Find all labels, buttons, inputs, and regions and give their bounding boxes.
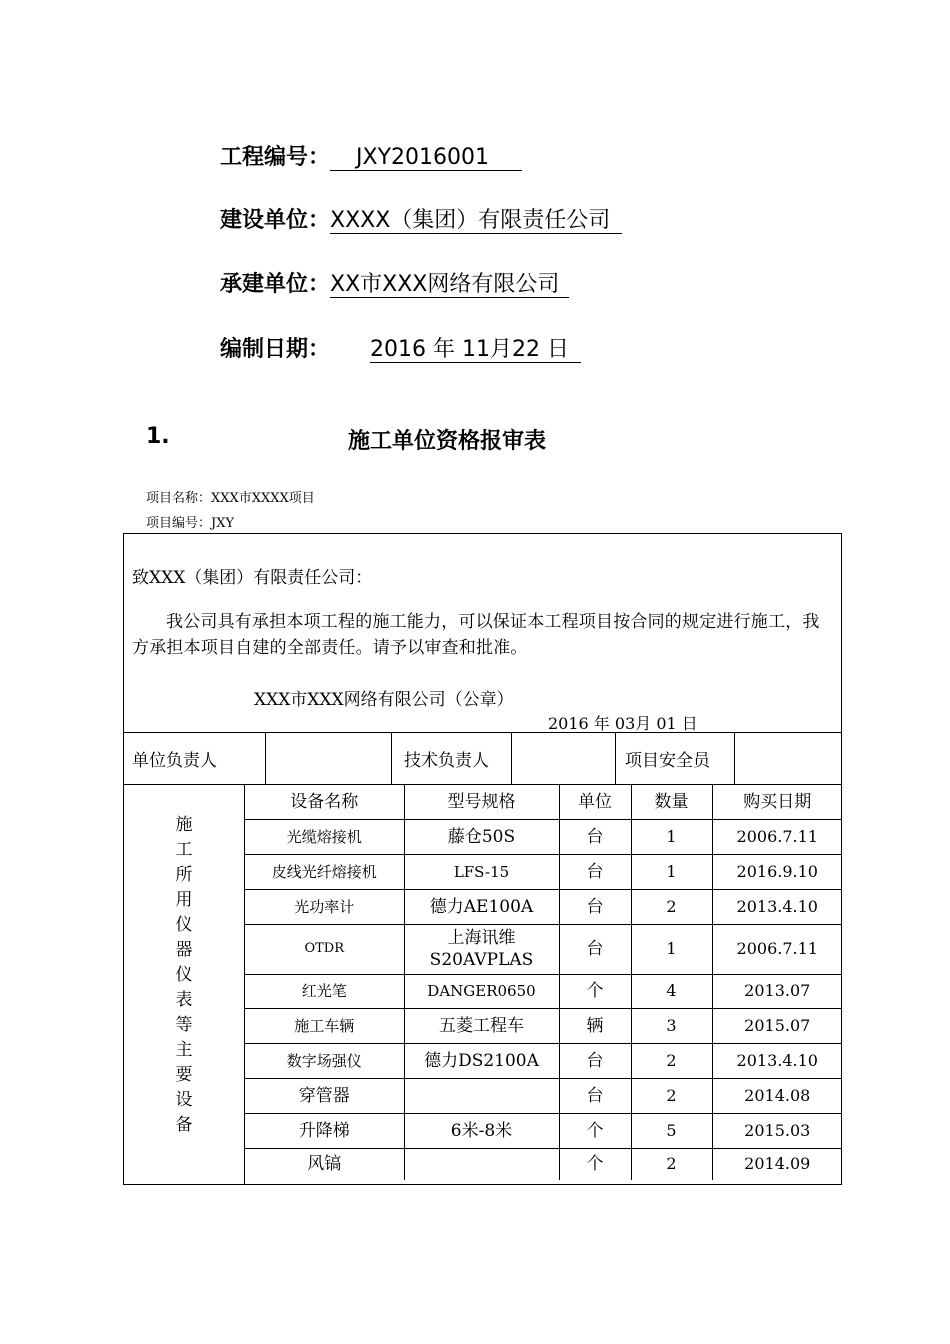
column-header: 单位 (559, 785, 631, 819)
table-cell: 台 (559, 1078, 631, 1113)
table-cell: 升降梯 (245, 1113, 404, 1148)
table-cell: DANGER0650 (404, 974, 559, 1008)
table-cell: 2016.9.10 (712, 854, 842, 889)
table-cell: 光功率计 (245, 889, 404, 924)
column-header: 数量 (631, 785, 712, 819)
safety-officer-field[interactable] (735, 733, 841, 784)
column-header: 购买日期 (712, 785, 842, 819)
safety-officer-label: 项目安全员 (625, 751, 710, 771)
table-cell: 辆 (559, 1008, 631, 1043)
equipment-table (245, 785, 842, 1180)
side-label-char: 要 (175, 1065, 193, 1085)
table-cell: 2 (631, 1078, 712, 1113)
table-row (245, 1148, 842, 1180)
table-cell: 红光笔 (245, 974, 404, 1008)
table-cell: 1 (631, 854, 712, 889)
table-cell: 个 (559, 1148, 631, 1180)
table-cell: 台 (559, 819, 631, 854)
table-cell: 5 (631, 1113, 712, 1148)
table-cell: 2 (631, 1148, 712, 1180)
table-cell: 6米-8米 (404, 1113, 559, 1148)
contractor-line (220, 267, 569, 298)
date-value: 2016 年 11月22 日 (370, 338, 581, 363)
table-cell: 2013.07 (712, 974, 842, 1008)
side-label-char: 仪 (175, 965, 193, 985)
tech-head-field[interactable] (512, 733, 614, 784)
qualification-form (123, 533, 842, 1185)
table-row (245, 924, 842, 974)
side-label-char: 工 (175, 840, 193, 860)
table-cell: 台 (559, 854, 631, 889)
table-cell: 台 (559, 924, 631, 974)
table-cell: 五菱工程车 (404, 1008, 559, 1043)
table-cell: 台 (559, 889, 631, 924)
table-cell: 风镐 (245, 1148, 404, 1180)
table-cell: 个 (559, 1113, 631, 1148)
column-header: 型号规格 (404, 785, 559, 819)
side-label-char: 器 (175, 940, 193, 960)
project-code: 项目编号：JXY (146, 516, 235, 531)
application-letter (124, 534, 841, 732)
table-cell: 上海讯维 S20AVPLAS (404, 924, 559, 974)
column-header: 设备名称 (245, 785, 404, 819)
project-number-value: JXY2016001 (330, 146, 522, 171)
table-row (245, 1078, 842, 1113)
section-number: 1. (146, 424, 170, 449)
table-cell: 穿管器 (245, 1078, 404, 1113)
table-cell: 2013.4.10 (712, 889, 842, 924)
contractor-value: XX市XXX网络有限公司 (330, 273, 569, 298)
table-cell: 2013.4.10 (712, 1043, 842, 1078)
contractor-label: 承建单位： (220, 272, 331, 297)
table-cell: 2014.08 (712, 1078, 842, 1113)
tech-head-label: 技术负责人 (404, 751, 489, 771)
table-row (245, 819, 842, 854)
table-cell: LFS-15 (404, 854, 559, 889)
table-cell: 光缆熔接机 (245, 819, 404, 854)
date-line (220, 332, 581, 363)
unit-head-field[interactable] (266, 733, 390, 784)
project-name: 项目名称：XXX市XXXX项目 (146, 491, 315, 506)
table-cell (404, 1078, 559, 1113)
side-label-char: 设 (175, 1090, 193, 1110)
builder-label: 建设单位： (220, 208, 331, 233)
project-number-line (220, 140, 522, 171)
letter-body: 我公司具有承担本项工程的施工能力，可以保证本工程项目按合同的规定进行施工，我方承担本项目自建的全部责任。请予以审查和批准。 (132, 612, 820, 658)
date-label: 编制日期： (220, 337, 331, 362)
builder-line (220, 203, 622, 234)
table-cell (404, 1148, 559, 1180)
table-row (245, 1113, 842, 1148)
table-cell: 2 (631, 889, 712, 924)
table-cell: 个 (559, 974, 631, 1008)
table-cell: 1 (631, 924, 712, 974)
letter-date: 2016 年 03月 01 日 (548, 714, 698, 733)
table-row (245, 1008, 842, 1043)
table-row (245, 974, 842, 1008)
table-cell: 2014.09 (712, 1148, 842, 1180)
side-label-char: 表 (175, 990, 193, 1010)
table-cell: 2015.07 (712, 1008, 842, 1043)
side-label-char: 主 (175, 1040, 193, 1060)
builder-value: XXXX（集团）有限责任公司 (330, 209, 622, 234)
table-cell: 2 (631, 1043, 712, 1078)
table-cell: 2006.7.11 (712, 819, 842, 854)
table-header-row (245, 785, 842, 819)
side-label-char: 用 (175, 890, 193, 910)
side-label-char: 等 (175, 1015, 193, 1035)
table-cell: 德力AE100A (404, 889, 559, 924)
signoff-row (124, 732, 841, 785)
table-cell: 数字场强仪 (245, 1043, 404, 1078)
section-title: 施工单位资格报审表 (348, 429, 547, 454)
side-label-char: 施 (175, 815, 193, 835)
table-cell: 藤仓50S (404, 819, 559, 854)
table-cell: 皮线光纤熔接机 (245, 854, 404, 889)
table-cell: 3 (631, 1008, 712, 1043)
table-cell: 台 (559, 1043, 631, 1078)
side-label-char: 仪 (175, 915, 193, 935)
unit-head-label: 单位负责人 (132, 751, 217, 771)
side-label-char: 备 (175, 1115, 193, 1135)
table-cell: 2015.03 (712, 1113, 842, 1148)
letter-recipient: 致XXX（集团）有限责任公司： (132, 568, 373, 588)
table-cell: 1 (631, 819, 712, 854)
project-number-label: 工程编号： (220, 145, 331, 170)
table-row (245, 854, 842, 889)
equipment-side-label (124, 785, 245, 1185)
table-cell: 2006.7.11 (712, 924, 842, 974)
table-cell: 4 (631, 974, 712, 1008)
table-cell: 德力DS2100A (404, 1043, 559, 1078)
equipment-section (124, 785, 841, 1185)
side-label-char: 所 (175, 865, 193, 885)
table-row (245, 889, 842, 924)
table-cell: OTDR (245, 924, 404, 974)
table-row (245, 1043, 842, 1078)
letter-signature: XXX市XXX网络有限公司（公章） (254, 690, 514, 710)
table-cell: 施工车辆 (245, 1008, 404, 1043)
